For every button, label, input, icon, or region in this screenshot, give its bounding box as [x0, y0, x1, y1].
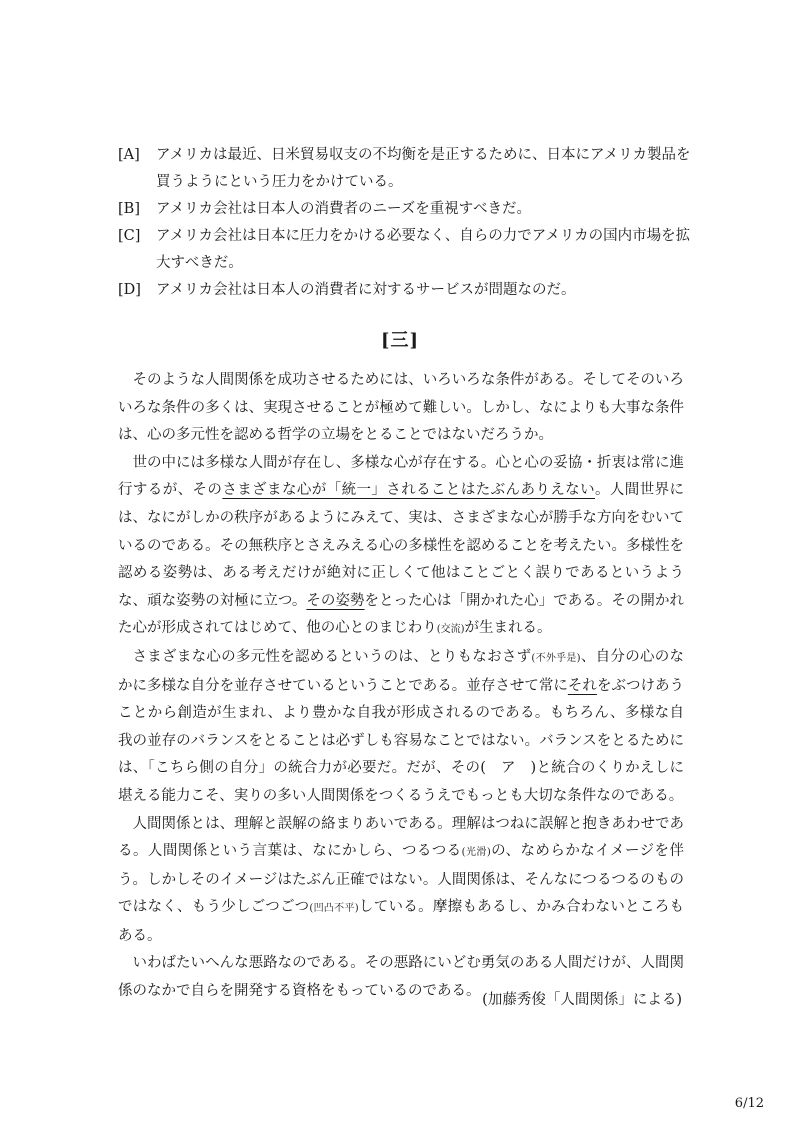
option-label: [C]	[118, 228, 141, 244]
page-number: 6/12	[734, 1096, 764, 1111]
option-text: アメリカは最近、日米貿易収支の不均衡を是正するために、日本にアメリカ製品を買うようにという圧力をかけている。	[156, 147, 691, 190]
option-text: アメリカ会社は日本人の消費者に対するサービスが問題なのだ。	[156, 282, 576, 298]
text-span: 、自分の心のなかに多様な自分を並存させているということである。並存させて常に	[118, 648, 685, 694]
gloss-note: (光滑)	[461, 847, 491, 859]
gloss-note: (交流)	[436, 624, 465, 636]
text-span: している。摩擦もあるし、かみ合わないところもある。	[118, 899, 684, 944]
text-span: をぶつけあうことから創造が生まれ、より豊かな自我が形成されるのである。もちろん、多様な自我の並存のバランスをとることは必ずしも容易なことではない。バランスをとるためには、「こちら側の自分」の統合力が必要だ。だが、その( ア )と統合のくりかえしに堪える能力こそ、実りの多い人間関係をつくるうえでもっとも大切な条件なのである。	[118, 677, 685, 804]
option-label: [D]	[118, 282, 141, 298]
text-span: 。人間世界には、なにがしかの秩序があるようにみえて、実は、さまざまな心が勝手な方向をむいているのである。その無秩序とさえみえる心の多様性を認めることを考えたい。多様性を認める姿勢は、ある考えだけが絶対に正しくて他はことごとく誤りであるというような、頑な姿勢の対極に立つ。	[118, 482, 685, 609]
option-text: アメリカ会社は日本人の消費者のニーズを重視すべきだ。	[156, 201, 531, 217]
option-label: [B]	[118, 201, 140, 217]
text-span: 世の中には多様な人間が存在し、多様な心が存在する。心と心の妥協・折衷は常に進行するが、その	[118, 454, 684, 499]
option-d	[118, 277, 698, 304]
essay-passage	[118, 367, 684, 1006]
text-span: が生まれる。	[464, 620, 552, 637]
text-span: 人間関係とは、理解と誤解の絡まりあいである。理解はつねに誤解と抱きあわせである。人間関係という言葉は、なにかしら、つるつる	[118, 815, 684, 860]
underlined-phrase: それ	[567, 677, 597, 694]
paragraph-4	[118, 811, 684, 951]
gloss-note: (凹凸不平)	[309, 903, 359, 915]
underlined-phrase: その姿勢	[306, 592, 365, 609]
paragraph-5: いわばたいへんな悪路なのである。その悪路にいどむ勇気のある人間だけが、人間関係のなかで自らを開発する資格をもっているのである。	[118, 955, 684, 1000]
option-a	[118, 142, 698, 196]
gloss-note: (不外乎是)	[531, 652, 581, 664]
option-label: [A]	[118, 147, 140, 163]
text-span: さまざまな心の多元性を認めるというのは、とりもなおさず	[132, 648, 532, 665]
option-b	[118, 196, 698, 223]
option-c	[118, 223, 698, 277]
paragraph-2	[118, 450, 684, 644]
underlined-phrase: さまざまな心が「統一」されることはたぶんありえない	[222, 482, 595, 499]
section-title: [三]	[380, 330, 420, 351]
answer-options	[118, 142, 698, 304]
text-span: をとった心は「開かれた心」である。その開かれた心が形成されてはじめて、他の心とのまじわり	[118, 592, 685, 637]
paragraph-1: そのような人間関係を成功させるためには、いろいろな条件がある。そしてそのいろいろな条件の多くは、実現させることが極めて難しい。しかし、なによりも大事な条件は、心の多元性を認める哲学の立場をとることではないだろうか。	[118, 372, 684, 444]
option-text: アメリカ会社は日本に圧力をかける必要なく、自らの力でアメリカの国内市場を拡大すべきだ。	[156, 228, 691, 271]
paragraph-3	[118, 644, 684, 811]
text-span: の、なめらかなイメージを伴う。しかしそのイメージはたぶん正確ではない。人間関係は、そんなにつるつるのものではなく、もう少しごつごつ	[118, 843, 684, 916]
citation: (加藤秀俊「人間関係」による)	[482, 992, 682, 1008]
